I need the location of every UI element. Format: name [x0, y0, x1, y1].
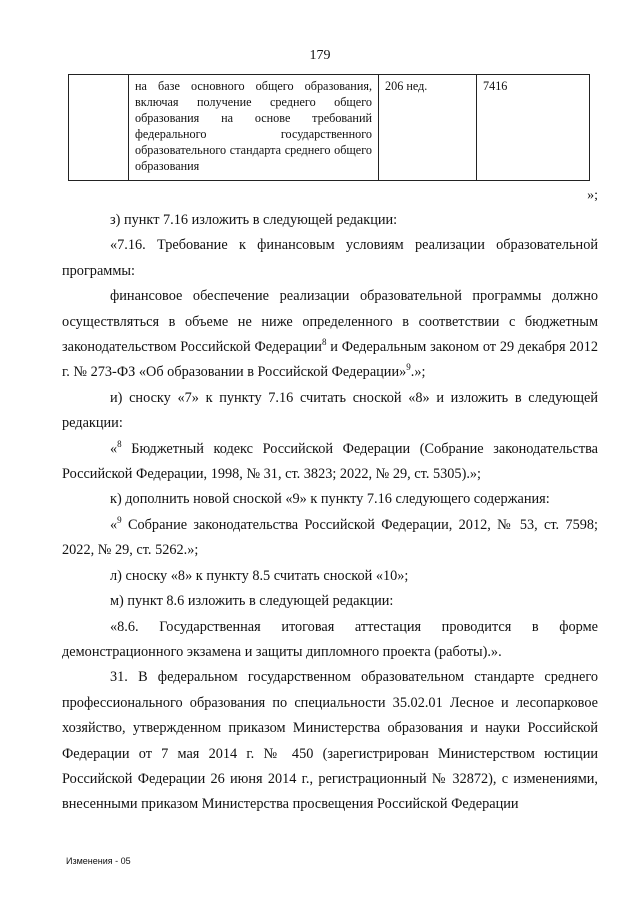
paragraph-z: з) пункт 7.16 изложить в следующей редакции:: [110, 212, 398, 228]
footnote-ref: 9: [117, 515, 122, 526]
table-cell-empty: [69, 75, 129, 181]
text-segment: финансовое обеспечение реализации образовательной программы должно осуществляться в объеме не ниже определенного в соответствии с бюджетным законодательством Российской Федерации: [62, 288, 598, 356]
table-cell-description: на базе основного общего образования, включая получение среднего общего образования на основе требований федерального государственного образовательного стандарта среднего общего образования: [129, 75, 379, 181]
paragraph-7-16-heading: «7.16. Требование к финансовым условиям реализации образовательной программы:: [62, 237, 598, 279]
table-end-mark: »;: [587, 188, 598, 203]
paragraph-31: 31. В федеральном государственном образовательном стандарте среднего профессионального образования по специальности 35.02.01 Лесное и лесопарковое хозяйство, утвержденном приказом Министерства образования и науки Российской Федерации от 7 мая 2014 г. № 450 (зарегистрирован Министерством юстиции Российской Федерации 26 июня 2014 г., регистрационный № 32872), с изменениями, внесенными приказом Министерства просвещения Российской Федерации: [62, 669, 598, 813]
table-cell-hours: 7416: [477, 75, 590, 181]
paragraph-footnote-9: [62, 513, 598, 564]
text-segment: .»;: [410, 364, 426, 381]
table-cell-duration: 206 нед.: [379, 75, 477, 181]
text-segment: «: [110, 440, 118, 457]
paragraph-l: л) сноску «8» к пункту 8.5 считать сноской «10»;: [110, 567, 409, 584]
footer-code: Изменения - 05: [66, 856, 131, 866]
footnote-ref: 8: [321, 337, 327, 348]
curriculum-table: [68, 74, 590, 181]
text-segment: Бюджетный кодекс Российской Федерации (Собрание законодательства Российской Федерации, 1998, № 31, ст. 3823; 2022, № 29, ст. 5305).»;: [62, 440, 598, 483]
table-row: [69, 75, 590, 181]
paragraph-financial-support: [62, 284, 598, 386]
page-number: 179: [309, 48, 331, 63]
paragraph-k: к) дополнить новой сноской «9» к пункту 7.16 следующего содержания:: [110, 491, 550, 508]
paragraph-8-6: «8.6. Государственная итоговая аттестация проводится в форме демонстрационного экзамена и защиты дипломного проекта (работы).».: [62, 618, 598, 660]
footnote-ref: 9: [406, 362, 411, 373]
document-body: [62, 208, 598, 818]
text-segment: и Федеральным законом от 29 декабря 2012 г. № 273-ФЗ «Об образовании в Российской Федерации»: [62, 339, 598, 381]
text-segment: Собрание законодательства Российской Федерации, 2012, № 53, ст. 7598; 2022, № 29, ст. 5262.»;: [62, 516, 598, 559]
paragraph-m: м) пункт 8.6 изложить в следующей редакции:: [110, 593, 394, 610]
text-segment: «: [110, 516, 118, 533]
footnote-ref: 8: [117, 438, 122, 449]
paragraph-footnote-8: [62, 437, 598, 488]
paragraph-i: и) сноску «7» к пункту 7.16 считать сноской «8» и изложить в следующей редакции:: [62, 389, 598, 432]
